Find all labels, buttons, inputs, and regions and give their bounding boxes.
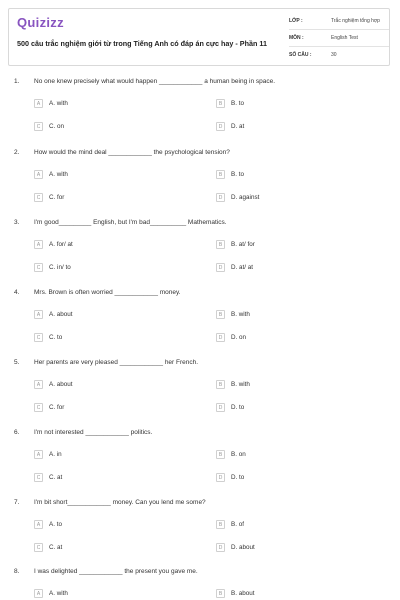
option-text: A. about (49, 311, 73, 318)
meta-label: MÔN : (289, 35, 304, 41)
question-text: No one knew precisely what would happen ____________ a human being in space. (34, 78, 276, 85)
option-text: A. in (49, 451, 62, 458)
option-text: C. on (49, 123, 65, 130)
question-number: 2. (14, 149, 20, 156)
option-text: D. to (231, 404, 245, 411)
option-letter-box: D (216, 403, 225, 412)
option-text: B. with (231, 311, 250, 318)
option-text: D. about (231, 544, 255, 551)
question-text: Her parents are very pleased ____________ her French. (34, 359, 199, 366)
option-text: A. with (49, 100, 68, 107)
meta-label: LỚP : (289, 18, 303, 24)
option-letter-box: C (34, 122, 43, 131)
option-letter-box: C (34, 473, 43, 482)
option-text: B. with (231, 381, 250, 388)
option-text: C. at (49, 544, 63, 551)
meta-row-subject (289, 30, 389, 47)
question-text: Mrs. Brown is often worried ____________ money. (34, 289, 181, 296)
option-letter-box: B (216, 450, 225, 459)
meta-label: SỐ CÂU : (289, 52, 312, 58)
question-text: I'm bit short____________ money. Can you lend me some? (34, 499, 206, 506)
option-letter-box: D (216, 122, 225, 131)
option-letter-box: C (34, 403, 43, 412)
option-text: D. at (231, 123, 245, 130)
option-letter-box: A (34, 380, 43, 389)
option-letter-box: A (34, 310, 43, 319)
question-number: 6. (14, 429, 20, 436)
option-text: A. with (49, 590, 68, 597)
option-letter-box: D (216, 193, 225, 202)
meta-value: English Test (331, 35, 358, 41)
meta-row-class (289, 13, 389, 30)
option-letter-box: D (216, 543, 225, 552)
meta-value: 30 (331, 52, 337, 58)
option-text: B. on (231, 451, 246, 458)
option-letter-box: C (34, 193, 43, 202)
option-letter-box: B (216, 589, 225, 598)
question-number: 5. (14, 359, 20, 366)
question-number: 3. (14, 219, 20, 226)
meta-value: Trắc nghiệm tổng hợp (331, 18, 380, 24)
option-letter-box: A (34, 520, 43, 529)
option-letter-box: B (216, 310, 225, 319)
option-text: B. about (231, 590, 255, 597)
option-letter-box: A (34, 99, 43, 108)
option-text: A. for/ at (49, 241, 73, 248)
meta-row-count (289, 47, 389, 63)
option-text: D. to (231, 474, 245, 481)
option-text: C. for (49, 404, 65, 411)
option-letter-box: D (216, 263, 225, 272)
option-text: B. at/ for (231, 241, 255, 248)
option-letter-box: A (34, 450, 43, 459)
option-letter-box: B (216, 170, 225, 179)
quizizz-logo: Quizizz (17, 15, 64, 30)
option-text: B. of (231, 521, 244, 528)
question-number: 8. (14, 568, 20, 575)
option-letter-box: D (216, 333, 225, 342)
question-text: How would the mind deal ____________ the psychological tension? (34, 149, 230, 156)
option-letter-box: D (216, 473, 225, 482)
document-title: 500 câu trắc nghiệm giới từ trong Tiếng Anh có đáp án cực hay - Phần 11 (17, 39, 267, 48)
option-text: D. against (231, 194, 260, 201)
question-text: I was delighted ____________ the present you gave me. (34, 568, 198, 575)
option-text: C. to (49, 334, 63, 341)
option-letter-box: B (216, 240, 225, 249)
option-text: C. at (49, 474, 63, 481)
option-text: D. at/ at (231, 264, 254, 271)
option-letter-box: C (34, 543, 43, 552)
question-number: 7. (14, 499, 20, 506)
option-text: B. to (231, 171, 244, 178)
option-letter-box: A (34, 589, 43, 598)
option-letter-box: B (216, 520, 225, 529)
option-letter-box: A (34, 170, 43, 179)
option-letter-box: A (34, 240, 43, 249)
document-header (8, 8, 390, 66)
option-letter-box: B (216, 380, 225, 389)
option-letter-box: C (34, 263, 43, 272)
question-number: 4. (14, 289, 20, 296)
meta-table (289, 13, 389, 63)
option-text: B. to (231, 100, 244, 107)
option-text: C. in/ to (49, 264, 71, 271)
question-text: I'm not interested ____________ politics. (34, 429, 153, 436)
option-letter-box: B (216, 99, 225, 108)
option-letter-box: C (34, 333, 43, 342)
question-number: 1. (14, 78, 20, 85)
option-text: A. to (49, 521, 62, 528)
question-text: I'm good_________ English, but I'm bad__________ Mathematics. (34, 219, 227, 226)
option-text: C. for (49, 194, 65, 201)
option-text: A. with (49, 171, 68, 178)
option-text: A. about (49, 381, 73, 388)
option-text: D. on (231, 334, 247, 341)
